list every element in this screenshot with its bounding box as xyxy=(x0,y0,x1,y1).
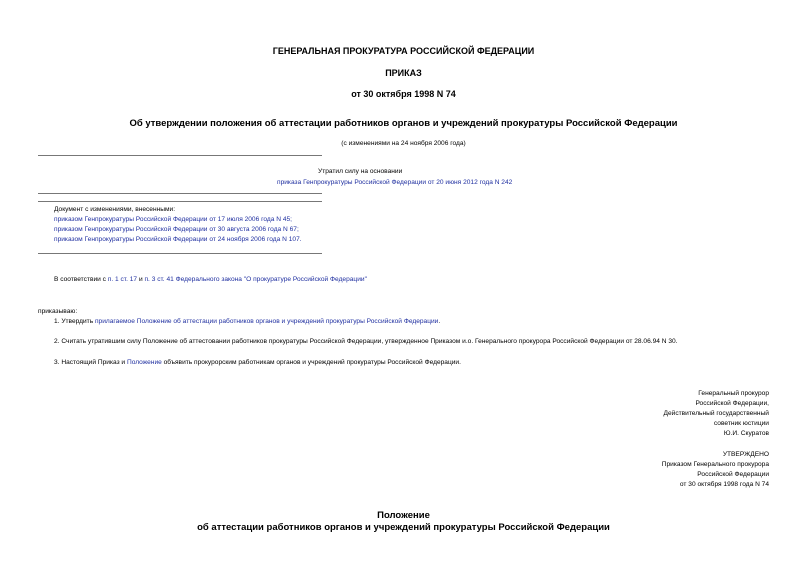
amendment-note: (с изменениями на 24 ноября 2006 года) xyxy=(341,140,466,147)
law-article-link[interactable]: п. 1 ст. 17 xyxy=(107,276,138,283)
regulation-link[interactable]: прилагаемое Положение об аттестации работников органов и учреждений прокуратуры Российской Федерации xyxy=(94,318,439,325)
divider xyxy=(38,201,322,202)
approval-block xyxy=(662,450,769,490)
order-item-3 xyxy=(54,359,461,366)
order-item-1 xyxy=(54,318,440,325)
approval-line: от 30 октября 1998 года N 74 xyxy=(679,481,769,488)
preamble-conjunction: и xyxy=(137,276,145,283)
regulation-link[interactable]: Положение xyxy=(126,359,162,366)
change-link[interactable]: приказом Генпрокуратуры Российской Федерации от 17 июля 2006 года N 45; xyxy=(54,216,292,223)
document-type: ПРИКАЗ xyxy=(385,68,422,78)
approval-line: Приказом Генерального прокурора xyxy=(661,461,769,468)
divider xyxy=(38,155,322,156)
lost-force-text: Утратил силу на основании xyxy=(318,168,403,175)
order-item-3-prefix: 3. Настоящий Приказ и xyxy=(54,359,127,366)
orders-word: приказываю: xyxy=(38,308,78,315)
order-item-3-suffix: объявить прокурорским работникам органов и учреждений прокуратуры Российской Федерации. xyxy=(161,359,461,366)
signature-line: советник юстиции xyxy=(713,420,769,427)
divider xyxy=(38,193,322,194)
order-item-1-prefix: 1. Утвердить xyxy=(54,318,95,325)
order-item-1-suffix: . xyxy=(438,318,441,325)
regulation-subtitle: об аттестации работников органов и учреждений прокуратуры Российской Федерации xyxy=(197,522,610,533)
signature-line: Ю.И. Скуратов xyxy=(723,430,769,437)
changes-intro: Документ с изменениями, внесенными: xyxy=(54,206,176,213)
signature-line: Российской Федерации, xyxy=(695,400,769,407)
change-link[interactable]: приказом Генпрокуратуры Российской Федерации от 24 ноября 2006 года N 107. xyxy=(54,236,302,243)
order-item-2: 2. Считать утратившим силу Положение об аттестовании работников прокуратуры Российской Федерации, утвержденное Приказом и.о. Генерального прокурора Российской Федерации от 28.06.94 N 30. xyxy=(54,338,678,345)
organization-heading: ГЕНЕРАЛЬНАЯ ПРОКУРАТУРА РОССИЙСКОЙ ФЕДЕРАЦИИ xyxy=(272,46,535,56)
signature-block xyxy=(664,389,770,439)
preamble-prefix: В соответствии с xyxy=(54,276,108,283)
divider xyxy=(38,253,322,254)
signature-line: Действительный государственный xyxy=(663,410,769,417)
approval-line: УТВЕРЖДЕНО xyxy=(722,451,769,458)
approval-line: Российской Федерации xyxy=(697,471,769,478)
lost-force-link[interactable]: приказа Генпрокуратуры Российской Федерации от 20 июня 2012 года N 242 xyxy=(277,179,513,186)
preamble xyxy=(54,276,367,283)
document-title: Об утверждении положения об аттестации работников органов и учреждений прокуратуры Российской Федерации xyxy=(129,118,678,129)
signature-line: Генеральный прокурор xyxy=(698,390,769,397)
document-date-number: от 30 октября 1998 N 74 xyxy=(351,89,456,99)
change-link[interactable]: приказом Генпрокуратуры Российской Федерации от 30 августа 2006 года N 67; xyxy=(54,226,299,233)
law-article-link[interactable]: п. 3 ст. 41 Федерального закона "О прокуратуре Российской Федерации" xyxy=(144,276,367,283)
regulation-title: Положение xyxy=(377,510,430,521)
